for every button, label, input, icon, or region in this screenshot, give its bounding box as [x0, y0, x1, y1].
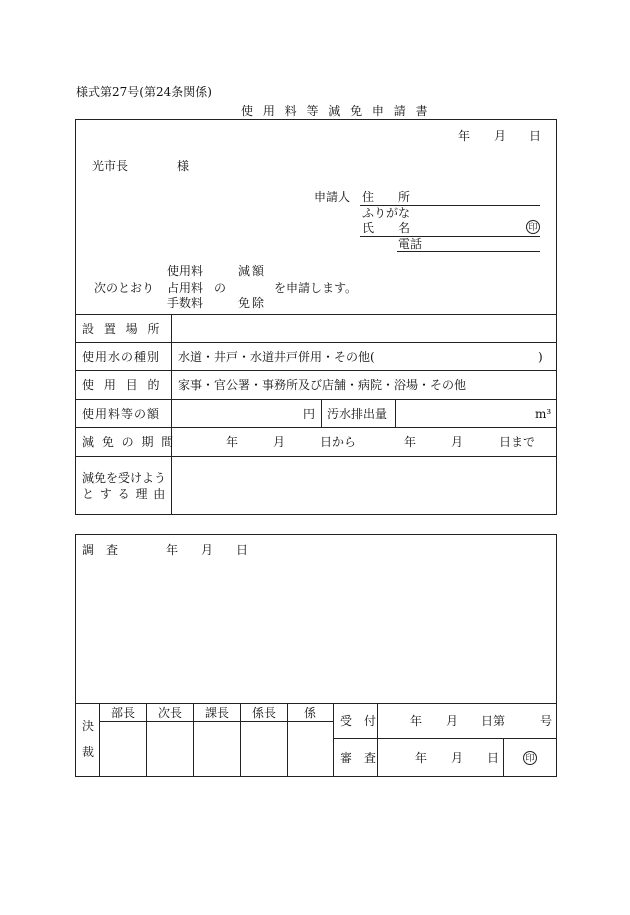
- receipt-label: 受 付: [340, 714, 377, 728]
- applicant-seal-icon: 印: [526, 220, 540, 234]
- name-line: [360, 236, 540, 237]
- period-to-day: 日まで: [499, 435, 536, 449]
- fee-option-occupancy: 占用料: [167, 281, 204, 295]
- water-type-label: 使用水の種別: [82, 350, 161, 364]
- date-day: 日: [529, 129, 542, 143]
- review-month: 月: [451, 751, 464, 765]
- address-label: 住 所: [362, 190, 411, 204]
- fee-option-usage: 使用料: [167, 264, 204, 278]
- approval-label-top: 決: [82, 719, 95, 733]
- location-label: 設 置 場 所: [82, 322, 163, 336]
- purpose-label: 使 用 目 的: [82, 378, 163, 392]
- receipt-month: 月: [446, 714, 459, 728]
- request-suffix: を申請します。: [274, 281, 358, 295]
- form-number: 様式第27号(第24条関係): [76, 85, 212, 99]
- period-from-day: 日から: [320, 435, 357, 449]
- period-from-month: 月: [273, 435, 286, 449]
- form-title: 使 用 料 等 減 免 申 請 書: [241, 104, 431, 118]
- survey-year: 年: [166, 543, 179, 557]
- phone-label: 電話: [398, 237, 423, 251]
- reason-label-line2: と す る 理 由: [82, 487, 167, 501]
- relief-option-reduction: 減額: [238, 264, 267, 278]
- approval-label-bottom: 裁: [82, 745, 95, 759]
- review-seal-icon: 印: [523, 751, 537, 765]
- review-day: 日: [487, 751, 500, 765]
- review-label: 審 査: [340, 751, 377, 765]
- review-year: 年: [415, 751, 428, 765]
- receipt-year: 年: [410, 714, 423, 728]
- furigana-label: ふりがな: [362, 206, 411, 220]
- period-to-month: 月: [451, 435, 464, 449]
- period-to-year: 年: [404, 435, 417, 449]
- fee-amount-label: 使用料等の額: [82, 407, 161, 421]
- reason-label-line1: 減免を受けよう: [82, 471, 167, 485]
- survey-day: 日: [236, 543, 249, 557]
- date-month: 月: [494, 129, 507, 143]
- name-label: 氏 名: [362, 221, 411, 235]
- role-section-chief: 課長: [205, 706, 230, 720]
- receipt-number: 号: [540, 714, 553, 728]
- receipt-day: 日第: [481, 714, 506, 728]
- addressee-name: 光市長: [92, 159, 129, 173]
- date-year: 年: [458, 129, 471, 143]
- request-particle: の: [214, 281, 227, 295]
- role-staff: 係: [304, 706, 317, 720]
- fee-option-fee: 手数料: [167, 296, 204, 310]
- m3-unit: m³: [535, 407, 552, 421]
- sewage-label: 汚水排出量: [327, 407, 388, 421]
- relief-option-exemption: 免除: [238, 296, 267, 310]
- role-subsection-chief: 係長: [252, 706, 277, 720]
- office-use-section: [75, 534, 557, 777]
- period-label: 減 免 の 期 間: [82, 435, 176, 449]
- purpose-value: 家事・官公署・事務所及び店舗・病院・浴場・その他: [178, 378, 467, 392]
- role-deputy-head: 次長: [158, 706, 183, 720]
- addressee-honorific: 様: [177, 159, 190, 173]
- period-from-year: 年: [226, 435, 239, 449]
- yen-unit: 円: [303, 407, 316, 421]
- survey-label: 調 査: [82, 543, 119, 557]
- request-prefix: 次のとおり: [94, 281, 155, 295]
- applicant-label: 申請人: [314, 190, 351, 204]
- role-department-head: 部長: [111, 706, 136, 720]
- survey-month: 月: [201, 543, 214, 557]
- water-type-value: 水道・井戸・水道井戸併用・その他(: [178, 350, 375, 364]
- water-type-close: ): [538, 350, 543, 364]
- phone-line: [397, 251, 540, 252]
